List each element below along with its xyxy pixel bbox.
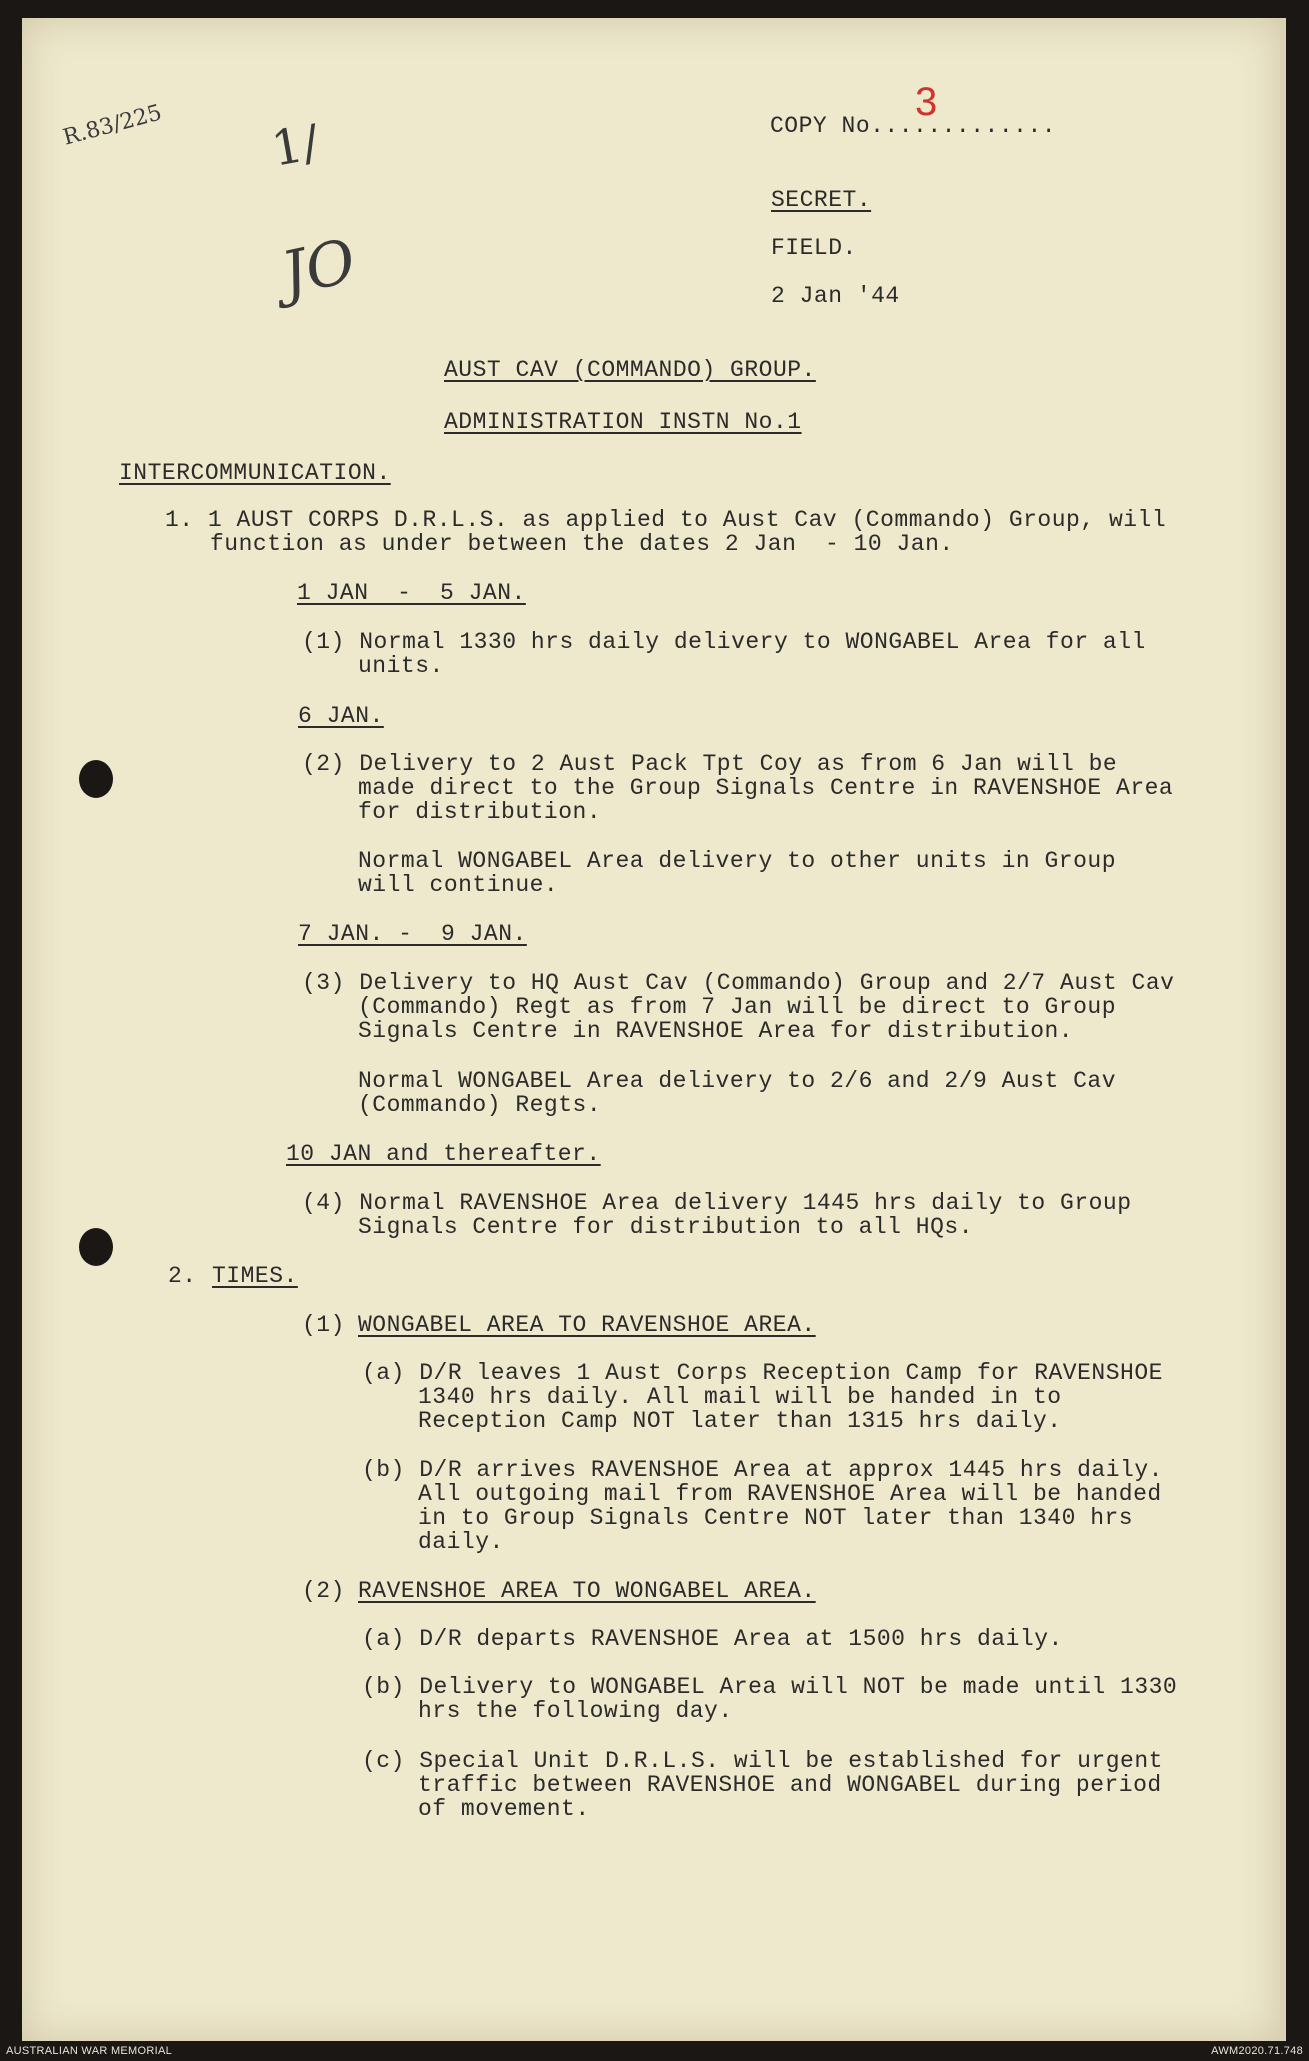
subheading-1-jan: 1 JAN - 5 JAN.: [297, 580, 526, 606]
para1-line2: function as under between the dates 2 Jan - 10 Jan.: [210, 531, 954, 557]
classification: SECRET.: [771, 187, 872, 213]
sub2-line2: made direct to the Group Signals Centre in RAVENSHOE Area: [358, 775, 1174, 801]
document-date: 2 Jan '44: [771, 283, 900, 309]
item-c-c-line1: (c) Special Unit D.R.L.S. will be established for urgent: [362, 1748, 1163, 1774]
item-c-b-line2: hrs the following day.: [418, 1698, 733, 1724]
sub1-line2: units.: [358, 653, 444, 679]
para2-number: 2.: [168, 1263, 197, 1289]
sub4-line1: (4) Normal RAVENSHOE Area delivery 1445 hrs daily to Group: [302, 1190, 1132, 1216]
footer-institution: AUSTRALIAN WAR MEMORIAL: [6, 2045, 173, 2057]
sub1-line1: (1) Normal 1330 hrs daily delivery to WONGABEL Area for all: [302, 629, 1146, 655]
sub3-line4: Normal WONGABEL Area delivery to 2/6 and 2/9 Aust Cav: [358, 1068, 1117, 1094]
punch-hole-top: [79, 760, 113, 798]
document-subtitle: ADMINISTRATION INSTN No.1: [444, 409, 802, 435]
sub2-line3: for distribution.: [358, 799, 602, 825]
item-c-a: (a) D/R departs RAVENSHOE Area at 1500 hrs daily.: [362, 1626, 1063, 1652]
section-heading: INTERCOMMUNICATION.: [119, 460, 391, 486]
item-b-line2: All outgoing mail from RAVENSHOE Area will be handed: [418, 1481, 1162, 1507]
document-title: AUST CAV (COMMANDO) GROUP.: [444, 357, 816, 383]
sub4-line2: Signals Centre for distribution to all HQs.: [358, 1214, 973, 1240]
para2-sub2-heading: RAVENSHOE AREA TO WONGABEL AREA.: [358, 1578, 816, 1604]
sub2-line5: will continue.: [358, 872, 559, 898]
item-a-line3: Reception Camp NOT later than 1315 hrs daily.: [418, 1408, 1062, 1434]
subheading-10-jan: 10 JAN and thereafter.: [286, 1141, 601, 1167]
copy-number-label: COPY No.............: [770, 113, 1057, 139]
item-c-c-line2: traffic between RAVENSHOE and WONGABEL during period: [418, 1772, 1162, 1798]
para2-sub1-number: (1): [302, 1312, 345, 1338]
item-b-line1: (b) D/R arrives RAVENSHOE Area at approx 1445 hrs daily.: [362, 1457, 1163, 1483]
sub3-line3: Signals Centre in RAVENSHOE Area for distribution.: [358, 1018, 1074, 1044]
document-page: [22, 18, 1286, 2041]
copy-number-handwritten: 3: [915, 80, 938, 124]
sub3-line5: (Commando) Regts.: [358, 1092, 602, 1118]
subheading-6-jan: 6 JAN.: [298, 703, 384, 729]
footer-accession-number: AWM2020.71.748: [1211, 2045, 1303, 2057]
sub2-line1: (2) Delivery to 2 Aust Pack Tpt Coy as from 6 Jan will be: [302, 751, 1118, 777]
item-a-line2: 1340 hrs daily. All mail will be handed in to: [418, 1384, 1062, 1410]
sub3-line1: (3) Delivery to HQ Aust Cav (Commando) Group and 2/7 Aust Cav: [302, 970, 1175, 996]
punch-hole-bottom: [79, 1228, 113, 1266]
margin-tick-mark: 1/: [267, 114, 324, 178]
item-c-c-line3: of movement.: [418, 1796, 590, 1822]
para2-heading: TIMES.: [212, 1263, 298, 1289]
para2-sub2-number: (2): [302, 1578, 345, 1604]
margin-initials: JO: [275, 226, 362, 310]
margin-reference-note: R.83/225: [60, 100, 165, 151]
item-b-line4: daily.: [418, 1529, 504, 1555]
sub3-line2: (Commando) Regt as from 7 Jan will be direct to Group: [358, 994, 1117, 1020]
field-marker: FIELD.: [771, 235, 857, 261]
item-a-line1: (a) D/R leaves 1 Aust Corps Reception Camp for RAVENSHOE: [362, 1360, 1163, 1386]
sub2-line4: Normal WONGABEL Area delivery to other units in Group: [358, 848, 1117, 874]
para1-line1: 1. 1 AUST CORPS D.R.L.S. as applied to Aust Cav (Commando) Group, will: [165, 507, 1167, 533]
para2-sub1-heading: WONGABEL AREA TO RAVENSHOE AREA.: [358, 1312, 816, 1338]
item-c-b-line1: (b) Delivery to WONGABEL Area will NOT be made until 1330: [362, 1674, 1178, 1700]
item-b-line3: in to Group Signals Centre NOT later than 1340 hrs: [418, 1505, 1134, 1531]
subheading-7-jan: 7 JAN. - 9 JAN.: [298, 921, 527, 947]
